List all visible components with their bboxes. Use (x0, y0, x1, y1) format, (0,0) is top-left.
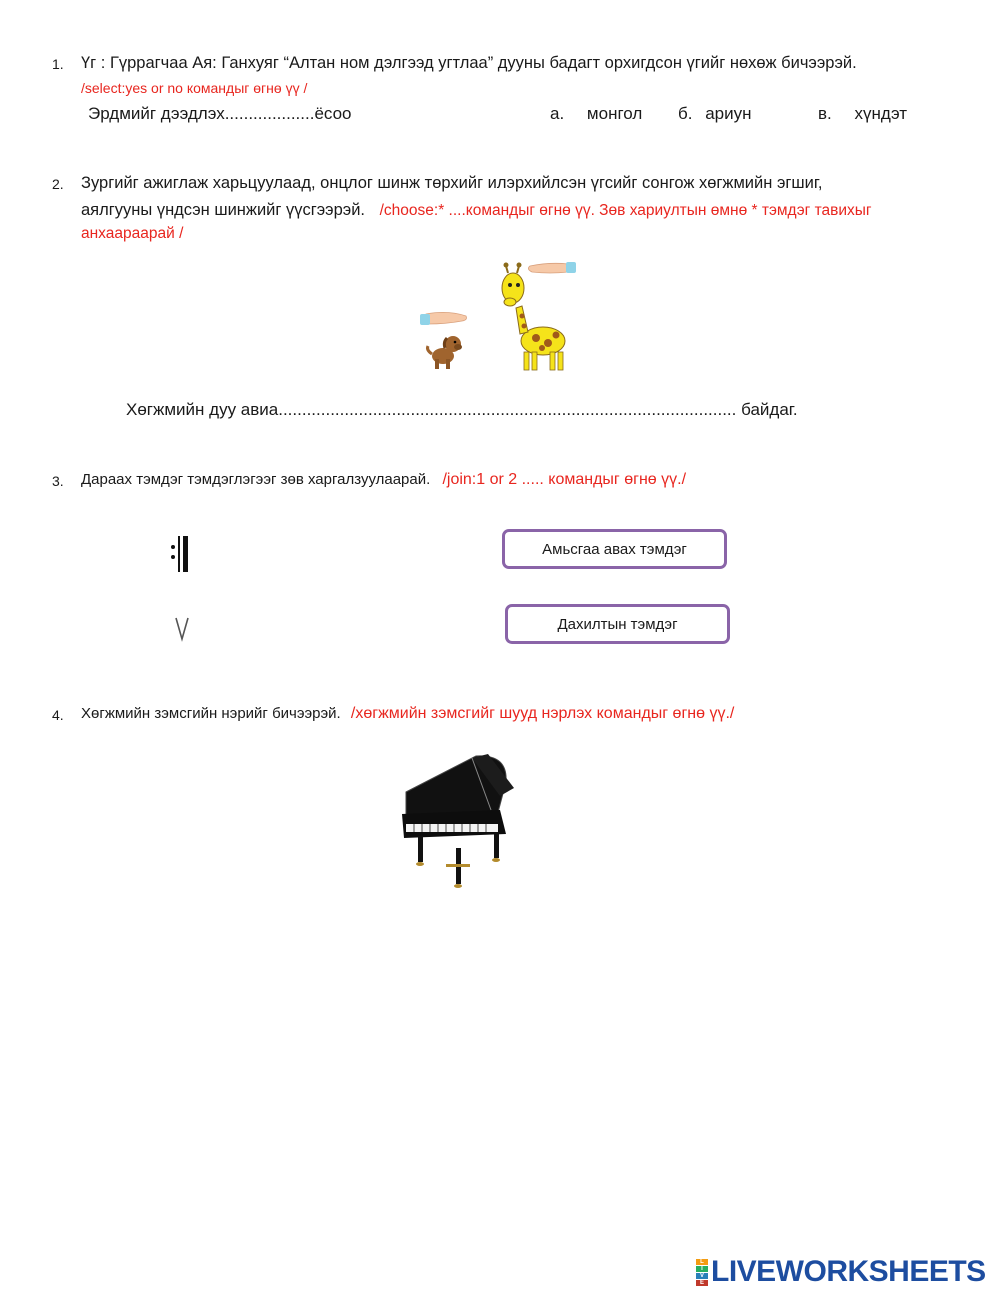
repeat-sign-icon[interactable] (168, 534, 192, 574)
q2-illustration (418, 258, 588, 376)
dog-icon (428, 336, 463, 369)
q4-number: 4. (52, 707, 64, 723)
q2-answer-dropzone[interactable] (290, 398, 760, 422)
logo-brand-text: LIVEWORKSHEETS (711, 1255, 986, 1288)
hand-high-icon (528, 262, 576, 273)
logo-badge (696, 1259, 708, 1286)
q1-option-b-letter: б. (678, 104, 693, 123)
q4-instruction: /хөгжмийн зэмсгийг шууд нэрлэх командыг өгнө үү./ (350, 705, 735, 722)
q1-option-c-word: хүндэт (854, 104, 908, 123)
q1-option-c[interactable] (818, 104, 907, 124)
logo-letter-i: I (696, 1266, 708, 1272)
liveworksheets-logo (696, 1255, 986, 1289)
q3-number: 3. (52, 473, 64, 489)
q1-option-b[interactable] (678, 104, 752, 124)
q1-option-a[interactable] (550, 104, 642, 124)
q2-answer-line: Хөгжмийн дуу авиа................................................................................................. байдаг. (126, 400, 798, 419)
q3-instruction: /join:1 or 2 ..... командыг өгнө үү./ (442, 471, 687, 488)
q1-number: 1. (52, 56, 64, 72)
q1-option-c-letter: в. (818, 104, 832, 123)
q3-box-repeat[interactable]: Дахилтын тэмдэг (505, 604, 730, 644)
giraffe-icon (502, 263, 565, 371)
logo-letter-e: E (696, 1280, 708, 1286)
q2-number: 2. (52, 176, 64, 192)
q2-line2-text: аялгууны үндсэн шинжийг үүсгээрэй. (81, 201, 365, 219)
q1-text: Үг : Гүррагчаа Ая: Ганхуяг “Алтан ном дэлгээд угтлаа” дууны бадагт орхигдсон үгийг нөхөж бичээрэй. (81, 54, 857, 72)
q2-line1: Зургийг ажиглаж харьцуулаад, онцлог шинж төрхийг илэрхийлсэн үгсийг сонгож хөгжмийн эгшиг, (81, 174, 823, 192)
logo-letter-v: V (696, 1273, 708, 1279)
q1-instruction: /select:yes or no командыг өгнө үү / (81, 80, 308, 96)
grand-piano-icon (396, 752, 522, 892)
q3-box-breath[interactable]: Амьсгаа авах тэмдэг (502, 529, 727, 569)
q3-line (81, 471, 686, 489)
q1-option-b-word: ариун (705, 104, 752, 123)
q2-line2 (81, 197, 872, 224)
q1-option-a-word: монгол (586, 104, 643, 123)
q2-instruction-2: анхаараарай / (81, 225, 184, 242)
q1-option-a-letter: а. (550, 104, 565, 123)
q4-text: Хөгжмийн зэмсгийн нэрийг бичээрэй. (81, 705, 341, 722)
hand-low-icon (420, 312, 467, 325)
breath-mark-icon[interactable] (174, 616, 190, 642)
q3-text: Дараах тэмдэг тэмдэглэгээг зөв харгалзуулаарай. (81, 471, 431, 488)
q1-sentence: Эрдмийг дээдлэх...................ёсоо (88, 104, 352, 123)
logo-letter-l: L (696, 1259, 708, 1265)
q4-line (81, 705, 734, 723)
q2-instruction-1: /choose:* ....командыг өгнө үү. Зөв хариултын өмнө * тэмдэг тавихыг (379, 202, 872, 219)
